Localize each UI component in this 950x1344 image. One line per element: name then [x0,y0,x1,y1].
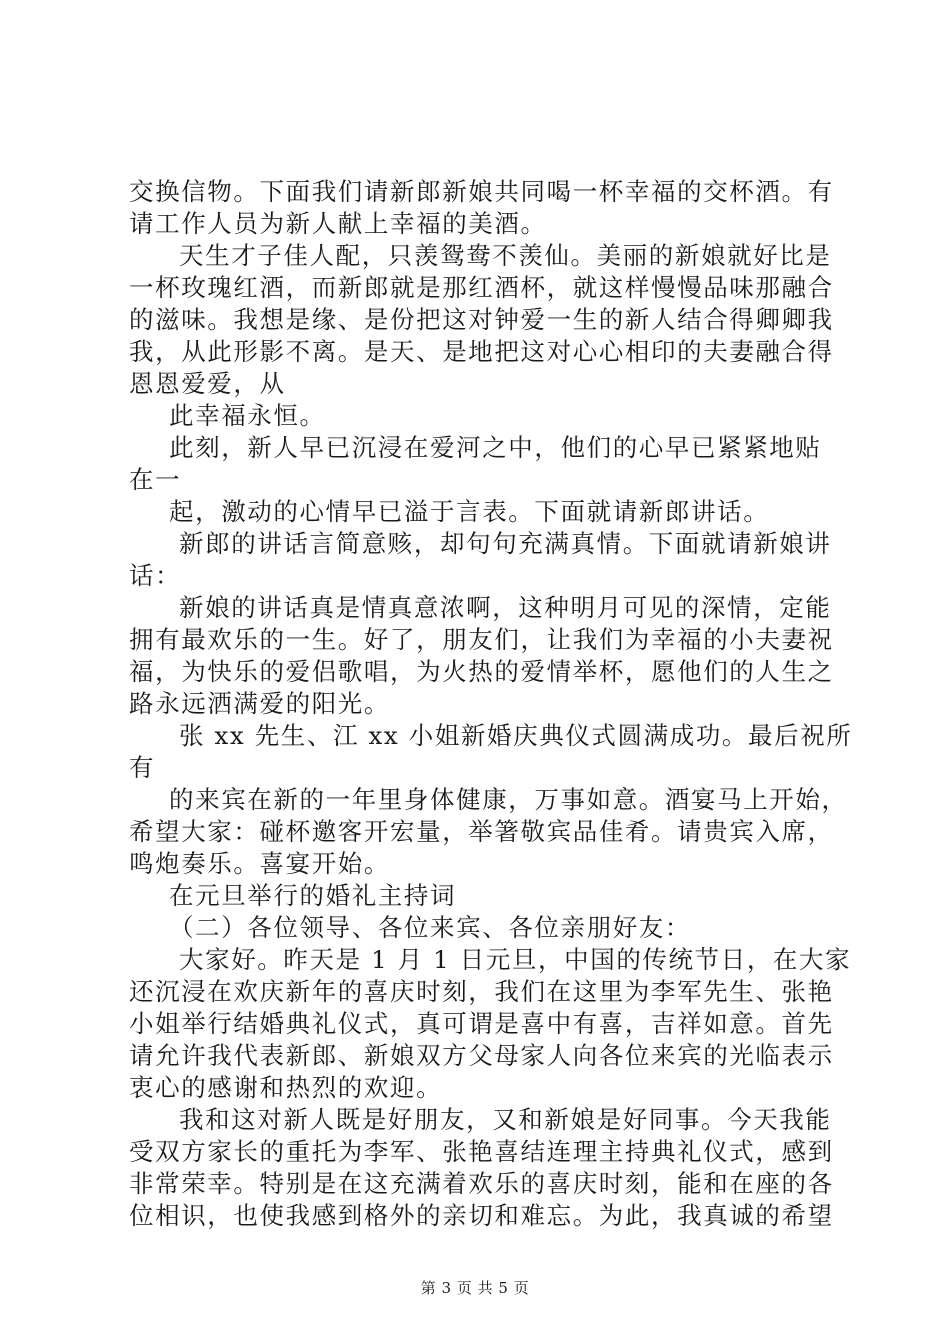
text-line: 请允许我代表新郎、新娘双方父母家人向各位来宾的光临表示 [129,1041,834,1070]
text-line: 受双方家长的重托为李军、张艳喜结连理主持典礼仪式，感到 [129,1137,834,1166]
text-line: 起，激动的心情早已溢于言表。下面就请新郎讲话。 [169,497,770,526]
text-line: 天生才子佳人配，只羡鸳鸯不羡仙。美丽的新娘就好比是 [179,241,832,270]
text-line: 此刻，新人早已沉浸在爱河之中，他们的心早已紧紧地贴 [169,433,822,462]
text-line: 的滋味。我想是缘、是份把这对钟爱一生的新人结合得卿卿我 [129,305,834,334]
text-line: 非常荣幸。特别是在这充满着欢乐的喜庆时刻，能和在座的各 [129,1169,834,1198]
text-line: 希望大家：碰杯邀客开宏量，举箸敬宾品佳肴。请贵宾入席， [129,817,834,846]
text-line: 鸣炮奏乐。喜宴开始。 [129,849,390,878]
text-line: 请工作人员为新人献上幸福的美酒。 [129,209,547,238]
text-line: 有 [129,753,156,782]
document-body [129,176,853,1232]
text-line: 新郎的讲话言简意赅，却句句充满真情。下面就请新娘讲 [179,529,832,558]
section-title: 在元旦举行的婚礼主持词 [169,881,457,910]
text-line: 福，为快乐的爱侣歌唱，为火热的爱情举杯，愿他们的人生之 [129,657,834,686]
text-line: 交换信物。下面我们请新郎新娘共同喝一杯幸福的交杯酒。有 [129,177,834,206]
text-line: 在一 [129,465,182,494]
text-line: 我，从此形影不离。是天、是地把这对心心相印的夫妻融合得 [129,337,834,366]
text-line: 话： [129,561,182,590]
text-line: 衷心的感谢和热烈的欢迎。 [129,1073,443,1102]
text-line: 拥有最欢乐的一生。好了，朋友们，让我们为幸福的小夫妻祝 [129,625,834,654]
text-line: 大家好。昨天是 1 月 1 日元旦，中国的传统节日，在大家 [179,945,852,974]
text-line: 的来宾在新的一年里身体健康，万事如意。酒宴马上开始， [169,785,848,814]
text-line: 位相识，也使我感到格外的亲切和难忘。为此，我真诚的希望 [129,1201,834,1230]
text-line: 新娘的讲话真是情真意浓啊，这种明月可见的深情，定能 [179,593,832,622]
text-line: 我和这对新人既是好朋友，又和新娘是好同事。今天我能 [179,1105,832,1134]
text-line: 恩恩爱爱，从 [129,369,286,398]
text-line: 小姐举行结婚典礼仪式，真可谓是喜中有喜，吉祥如意。首先 [129,1009,834,1038]
text-line: 一杯玫瑰红酒，而新郎就是那红酒杯，就这样慢慢品味那融合 [129,273,834,302]
salutation: （二）各位领导、各位来宾、各位亲朋好友： [169,913,691,942]
text-line: 还沉浸在欢庆新年的喜庆时刻，我们在这里为李军先生、张艳 [129,977,834,1006]
text-line: 此幸福永恒。 [169,401,326,430]
page-number-footer: 第 3 页 共 5 页 [420,1279,530,1297]
text-line: 路永远洒满爱的阳光。 [129,689,390,718]
text-line: 张 xx 先生、江 xx 小姐新婚庆典仪式圆满成功。最后祝所 [179,721,853,750]
